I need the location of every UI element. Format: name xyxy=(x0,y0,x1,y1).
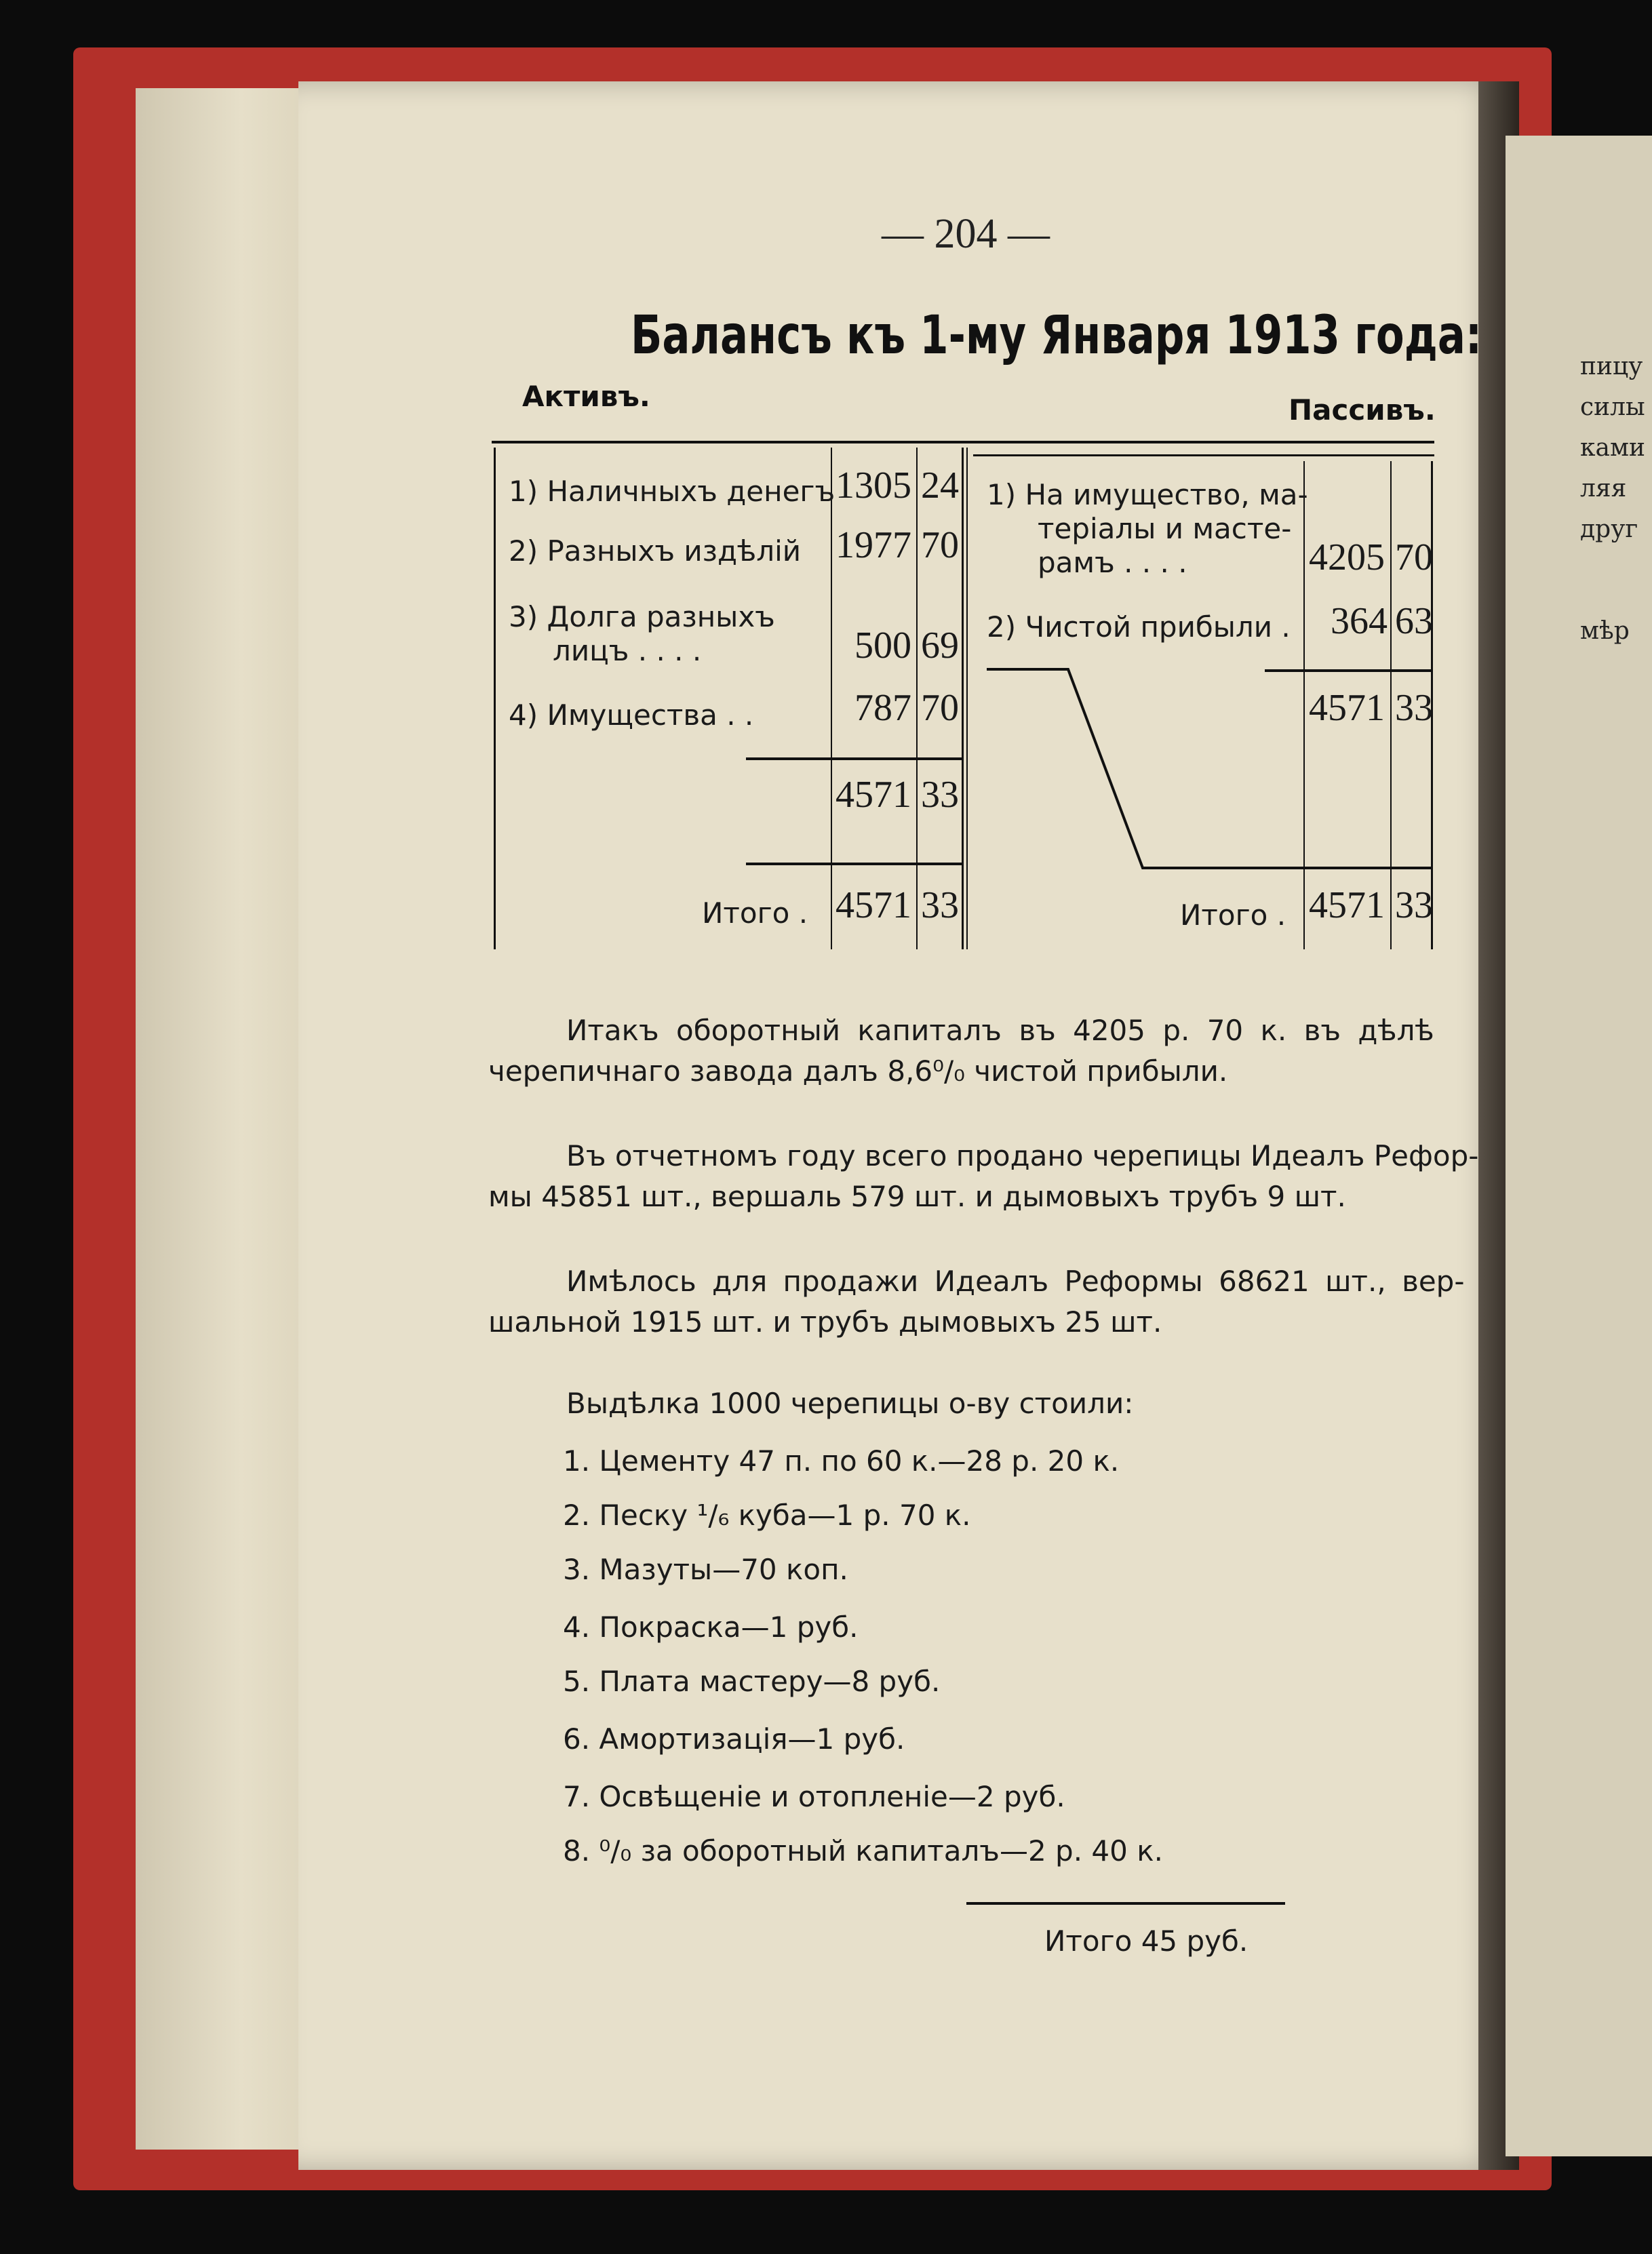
cost-item-2: 2. Песку ¹/₆ куба—1 р. 70 к. xyxy=(563,1499,971,1532)
liability-row-2-rub: 364 xyxy=(1331,600,1388,642)
assets-total-rub: 4571 xyxy=(835,884,911,926)
assets-label: Активъ. xyxy=(522,380,650,413)
asset-row-1-label: 1) Наличныхъ денегъ xyxy=(509,475,835,508)
paragraph-2-line-2: мы 45851 шт., вершаль 579 шт. и дымовыхъ трубъ 9 шт. xyxy=(488,1180,1346,1213)
cost-item-8: 8. ⁰/₀ за оборотный капиталъ—2 р. 40 к. xyxy=(563,1834,1163,1867)
next-page-fragment: силы xyxy=(1580,393,1645,421)
assets-subtotal-kop: 33 xyxy=(921,774,959,816)
asset-row-2-kop: 70 xyxy=(921,524,959,566)
liabilities-total-rub: 4571 xyxy=(1309,884,1385,926)
asset-row-3-rub: 500 xyxy=(854,625,911,667)
next-page-fragment: ками xyxy=(1580,434,1645,462)
asset-row-1-rub: 1305 xyxy=(835,464,911,507)
asset-row-3-label-1: 3) Долга разныхъ xyxy=(509,600,775,633)
asset-row-3-label-2: лицъ . . . . xyxy=(553,634,702,667)
next-page-fragment: мѣр xyxy=(1580,617,1630,645)
liabilities-subtotal-kop: 33 xyxy=(1395,687,1433,729)
cost-item-7: 7. Освѣщеніе и отопленіе—2 руб. xyxy=(563,1780,1065,1813)
cost-item-6: 6. Амортизація—1 руб. xyxy=(563,1722,905,1756)
cost-item-5: 5. Плата мастеру—8 руб. xyxy=(563,1665,941,1698)
liability-row-1-label-3: рамъ . . . . xyxy=(1038,546,1187,579)
liability-row-2-kop: 63 xyxy=(1395,600,1433,642)
next-page-fragment: ляя xyxy=(1580,475,1627,502)
liabilities-subtotal-rub: 4571 xyxy=(1309,687,1385,729)
assets-total-label: Итого . xyxy=(702,896,808,930)
paragraph-3-line-2: шальной 1915 шт. и трубъ дымовыхъ 25 шт. xyxy=(488,1305,1162,1339)
cost-total-rule xyxy=(966,1902,1285,1905)
cost-heading: Выдѣлка 1000 черепицы о-ву стоили: xyxy=(566,1387,1134,1420)
cost-item-3: 3. Мазуты—70 коп. xyxy=(563,1553,848,1586)
asset-row-1-kop: 24 xyxy=(921,464,959,507)
liabilities-total-kop: 33 xyxy=(1395,884,1433,926)
liability-row-1-label-1: 1) На имущество, ма- xyxy=(987,478,1308,511)
cost-item-1: 1. Цементу 47 п. по 60 к.—28 р. 20 к. xyxy=(563,1444,1120,1478)
liability-row-1-rub: 4205 xyxy=(1309,536,1385,578)
liability-row-1-kop: 70 xyxy=(1395,536,1433,578)
liabilities-label: Пассивъ. xyxy=(1289,393,1436,427)
asset-row-4-rub: 787 xyxy=(854,687,911,729)
page-number: — 204 — xyxy=(882,211,1050,257)
next-page-fragment: пицу xyxy=(1580,353,1643,380)
asset-row-4-kop: 70 xyxy=(921,687,959,729)
asset-row-4-label: 4) Имущества . . xyxy=(509,698,754,732)
asset-row-2-rub: 1977 xyxy=(835,524,911,566)
asset-row-2-label: 2) Разныхъ издѣлій xyxy=(509,534,802,568)
paragraph-1-line-2: черепичнаго завода далъ 8,6⁰/₀ чистой прибыли. xyxy=(488,1054,1228,1088)
assets-subtotal-rub: 4571 xyxy=(835,774,911,816)
paragraph-3-line-1: Имѣлось для продажи Идеалъ Реформы 68621 шт., вер- xyxy=(566,1265,1465,1298)
cost-total: Итого 45 руб. xyxy=(1044,1924,1248,1958)
asset-row-3-kop: 69 xyxy=(921,625,959,667)
liabilities-total-label: Итого . xyxy=(1180,898,1286,932)
liability-row-2-label: 2) Чистой прибыли . xyxy=(987,610,1291,644)
liability-row-1-label-2: теріалы и масте- xyxy=(1038,512,1292,545)
paragraph-1-line-1: Итакъ оборотный капиталъ въ 4205 р. 70 к. въ дѣлѣ xyxy=(566,1014,1434,1047)
assets-total-kop: 33 xyxy=(921,884,959,926)
balance-title: Балансъ къ 1-му Января 1913 года: xyxy=(631,305,1482,366)
cost-item-4: 4. Покраска—1 руб. xyxy=(563,1610,859,1644)
next-page-fragment: друг xyxy=(1580,515,1638,543)
paragraph-2-line-1: Въ отчетномъ году всего продано черепицы Идеалъ Рефор- xyxy=(566,1139,1479,1172)
